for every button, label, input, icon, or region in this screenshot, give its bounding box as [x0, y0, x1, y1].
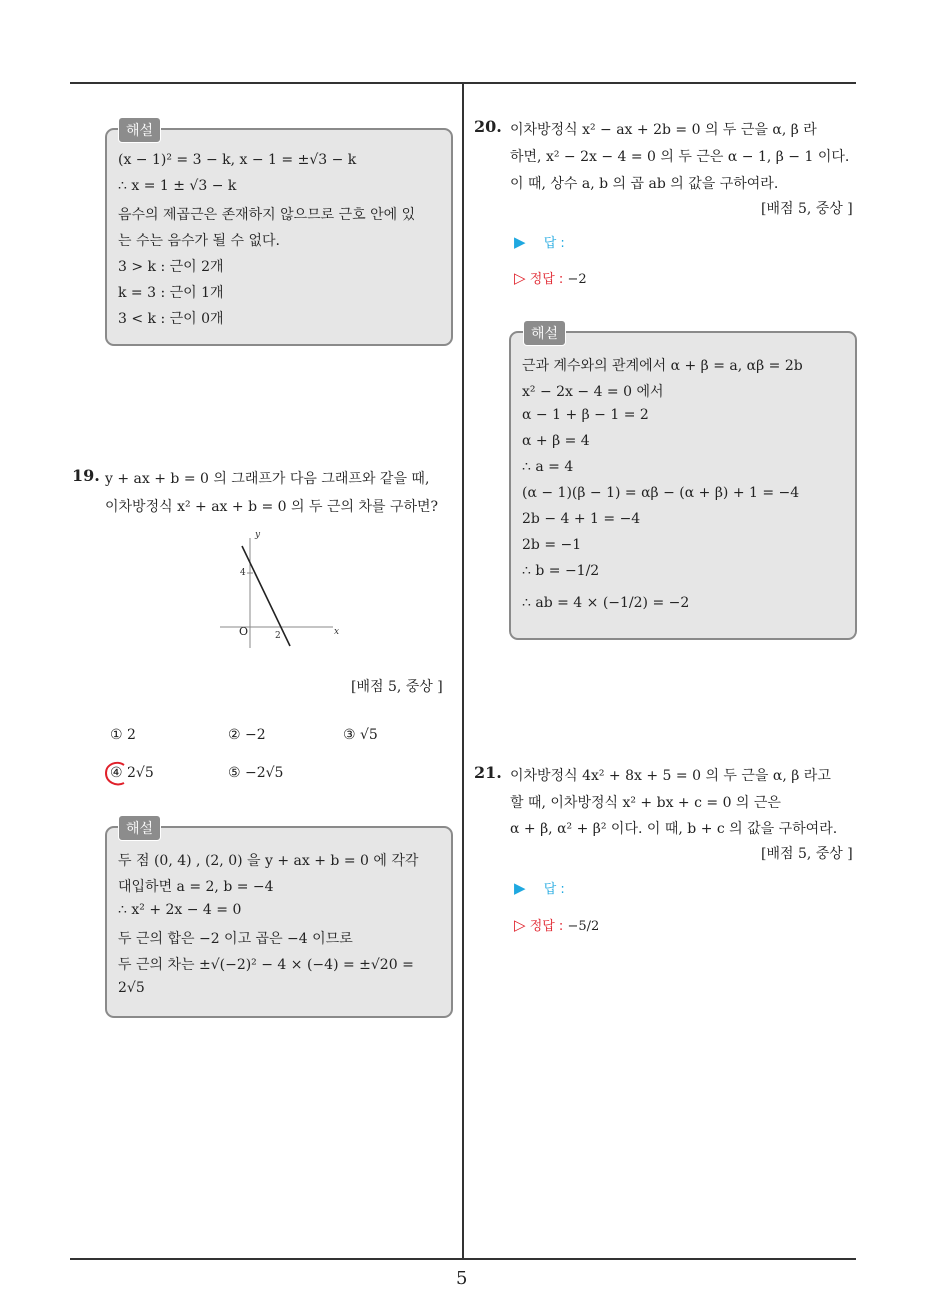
- graph-line: [242, 546, 290, 646]
- question-number-20: 20.: [474, 117, 502, 136]
- answer-arrow-icon: ▶: [514, 233, 526, 251]
- question-20-text: 이 때, 상수 a, b 의 곱 ab 의 값을 구하여라.: [510, 176, 779, 192]
- answer-input-q21[interactable]: [514, 878, 565, 897]
- bottom-rule: [70, 1258, 856, 1260]
- page-number: 5: [456, 1268, 468, 1289]
- question-20-points: [배점 5, 중상 ]: [761, 201, 853, 217]
- answer-label: 답 :: [543, 882, 565, 897]
- question-20-text: 이차방정식 x² − ax + 2b = 0 의 두 근을 α, β 라: [510, 122, 817, 138]
- explanation-line: ∴ x² + 2x − 4 = 0: [118, 902, 242, 918]
- explanation-line: ∴ x = 1 ± √3 − k: [118, 178, 237, 194]
- explanation-line: 근과 계수와의 관계에서 α + β = a, αβ = 2b: [522, 358, 803, 374]
- explanation-tag: 해설: [118, 815, 161, 841]
- explanation-line: ∴ a = 4: [522, 459, 574, 475]
- question-21-points: [배점 5, 중상 ]: [761, 846, 853, 862]
- question-19-text: y + ax + b = 0 의 그래프가 다음 그래프와 같을 때,: [105, 471, 430, 487]
- question-number-19: 19.: [72, 466, 100, 485]
- question-21-text: 이차방정식 4x² + 8x + 5 = 0 의 두 근을 α, β 라고: [510, 768, 831, 784]
- x-axis-label: x: [334, 627, 340, 637]
- explanation-line: (x − 1)² = 3 − k, x − 1 = ±√3 − k: [118, 152, 357, 168]
- correct-answer-q20: [514, 268, 587, 287]
- explanation-line: 두 점 (0, 4) , (2, 0) 을 y + ax + b = 0 에 각각: [118, 853, 419, 869]
- explanation-line: 3 > k : 근이 2개: [118, 259, 224, 275]
- explanation-tag: 해설: [118, 117, 161, 143]
- origin-label: O: [239, 625, 249, 638]
- question-21-text: α + β, α² + β² 이다. 이 때, b + c 의 값을 구하여라.: [510, 821, 838, 837]
- explanation-line: 대입하면 a = 2, b = −4: [118, 879, 274, 895]
- choice-5[interactable]: ⑤ −2√5: [228, 765, 284, 781]
- choice-2[interactable]: ② −2: [228, 727, 266, 743]
- question-number-21: 21.: [474, 763, 502, 782]
- explanation-line: 2√5: [118, 980, 145, 996]
- correct-answer-q21: [514, 915, 599, 934]
- correct-label: 정답 :: [529, 272, 564, 287]
- x-intercept-label: 2: [275, 631, 281, 641]
- explanation-line: 두 근의 합은 −2 이고 곱은 −4 이므로: [118, 931, 353, 947]
- choice-1[interactable]: ① 2: [110, 727, 136, 743]
- question-20-text: 하면, x² − 2x − 4 = 0 의 두 근은 α − 1, β − 1 이다.: [510, 149, 850, 165]
- choice-3[interactable]: ③ √5: [343, 727, 378, 743]
- column-divider: [462, 83, 464, 1259]
- explanation-line: 두 근의 차는 ±√(−2)² − 4 × (−4) = ±√20 =: [118, 957, 414, 973]
- question-21-text: 할 때, 이차방정식 x² + bx + c = 0 의 근은: [510, 795, 781, 811]
- explanation-line: ∴ ab = 4 × (−1/2) = −2: [522, 595, 690, 611]
- question-19-text: 이차방정식 x² + ax + b = 0 의 두 근의 차를 구하면?: [105, 499, 439, 515]
- correct-value: −5/2: [567, 919, 600, 934]
- marked-answer-circle-icon: [102, 760, 132, 788]
- explanation-line: ∴ b = −1/2: [522, 563, 600, 579]
- explanation-line: k = 3 : 근이 1개: [118, 285, 224, 301]
- answer-arrow-icon: ▶: [514, 879, 526, 897]
- choice-4[interactable]: ④ 2√5: [110, 765, 154, 781]
- explanation-line: 2b = −1: [522, 537, 582, 553]
- y-intercept-label: 4: [240, 568, 246, 578]
- correct-value: −2: [567, 272, 587, 287]
- explanation-line: 3 < k : 근이 0개: [118, 311, 224, 327]
- explanation-line: 는 수는 음수가 될 수 없다.: [118, 233, 280, 249]
- explanation-line: 음수의 제곱근은 존재하지 않으므로 근호 안에 있: [118, 207, 416, 223]
- answer-input-q20[interactable]: [514, 232, 565, 251]
- correct-label: 정답 :: [529, 919, 564, 934]
- explanation-line: α + β = 4: [522, 433, 590, 449]
- correct-arrow-icon: ▷: [514, 916, 526, 934]
- explanation-line: x² − 2x − 4 = 0 에서: [522, 384, 664, 400]
- answer-label: 답 :: [543, 236, 565, 251]
- explanation-line: α − 1 + β − 1 = 2: [522, 407, 649, 423]
- correct-arrow-icon: ▷: [514, 269, 526, 287]
- explanation-line: 2b − 4 + 1 = −4: [522, 511, 641, 527]
- explanation-line: (α − 1)(β − 1) = αβ − (α + β) + 1 = −4: [522, 485, 800, 501]
- question-19-graph: [218, 528, 348, 652]
- explanation-tag: 해설: [523, 320, 566, 346]
- y-axis-label: y: [255, 530, 261, 540]
- question-19-points: [배점 5, 중상 ]: [351, 679, 443, 695]
